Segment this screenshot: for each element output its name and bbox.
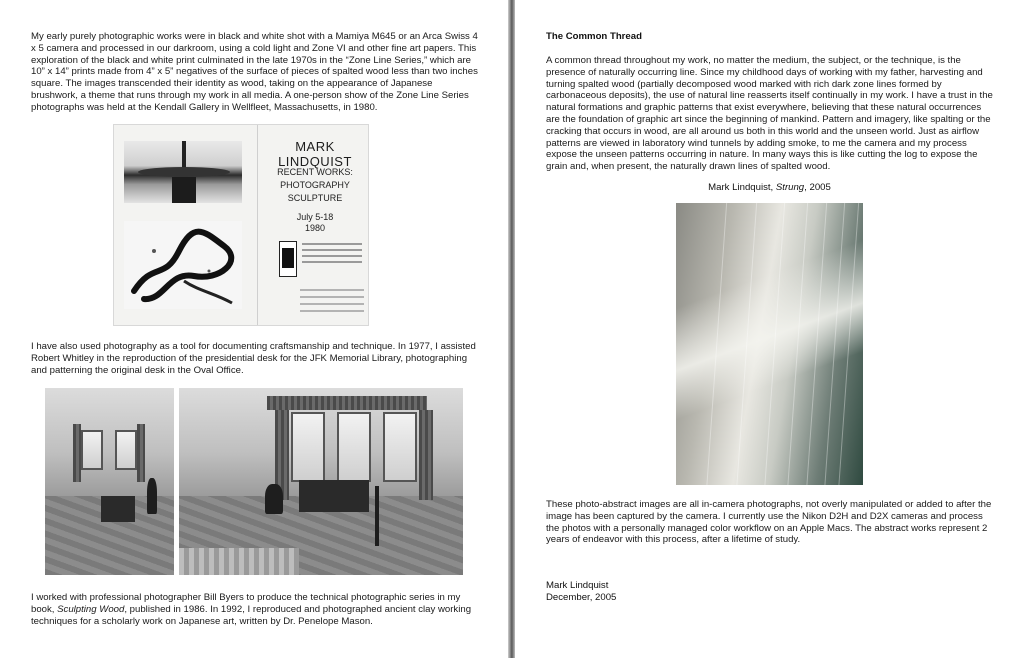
para3-text-a: I worked with professional photographer Bill Byers to produce the technical photographic series in my book, [31,592,461,615]
brochure-dates: July 5-18 [296,212,334,222]
brochure-address-lines [302,243,362,273]
brochure-sculpture-photo [124,141,242,203]
section-title: The Common Thread [546,31,642,42]
signature-block [546,580,616,604]
paragraph-zone-line-series: My early purely photographic works were in black and white shot with a Mamiya M645 or an Arca Swiss 4 x 5 camera and processed in our darkroom, using a cold light and Zone VI and other fine art papers. This exploration of the black and white print culminated in the late 1970s in the “Zone Line Series,” which are 10” x 14” prints made from 4” x 5” negatives of the surface of pieces of spalted wood less than two inches square. The images transcended their identity as wood, taking on the appearance of Japanese brushwork, a theme that runs through my work in all media. A one-person show of the Zone Line Series photographs was held at the Kendall Gallery in Wellfleet, Massachusetts, in 1980. [31,31,478,113]
brochure-artist-name: MARK LINDQUIST [278,139,352,169]
brochure-year: 1980 [304,223,326,233]
book-title-sculpting-wood: Sculpting Wood [57,603,125,615]
brochure-fold [257,125,258,325]
oval-office-photo-2 [179,388,463,575]
caption-title: Strung [775,182,805,193]
paragraph-common-thread: A common thread throughout my work, no matter the medium, the subject, or the technique, is the presence of naturally occurring line. Since my childhood days of working with my father, harvesting and turning spalted wood (partially decomposed wood marked with rich dark zone lines formed by carbonaceous deposits), the use of natural line reasserts itself continually in my work. I have a trust in the natural formations and graphic patterns that exist everywhere, believing that these natural occurrences are the foundation of graphic art since the beginning of mankind. Pattern and imagery, like spalting or the cracking that occurs in wood, are all around us both in this world and the unseen world. Just as airflow patterns are viewed in laboratory wind tunnels by adding smoke, to me the camera and my process expose the unseen patterns occurring in nature. In many ways this is like cutting the log to expose the grain and, when present, the naturally drawn lines of spalted wood. [546,55,993,173]
kendall-gallery-logo [279,241,297,277]
brochure-line-3: SCULPTURE [287,193,343,203]
paragraph-jfk-desk: I have also used photography as a tool for documenting craftsmanship and technique. In 1977, I assisted Robert Whitley in the reproduction of the presidential desk for the JFK Memorial Library, photographing and patterning the original desk in the Oval Office. [31,341,476,376]
brochure-line-2: PHOTOGRAPHY [280,180,350,190]
brochure-caption-lines [300,289,364,317]
oval-office-photo-1 [45,388,174,575]
caption-year: , 2005 [804,182,831,193]
exhibition-brochure-image [113,124,369,326]
caption-artist: Mark Lindquist, [708,182,776,193]
para3-text-b: , published in 1986. In 1992, I reproduced and photographed ancient clay working techniques for a scholarly work on Japanese art, written by Dr. Penelope Mason. [31,603,472,627]
brochure-line-1: RECENT WORKS: [277,167,353,177]
paragraph-bill-byers [31,592,479,627]
paragraph-photo-abstract: These photo-abstract images are all in-camera photographs, not overly manipulated or added to after the image has been captured by the camera. I currently use the Nikon D2H and D2X cameras and process the photos with a personally managed color workflow on an Apple Macs. The abstract works represent 2 years of endeavor with this process, after a lifetime of study. [546,499,992,546]
brochure-zone-line-photo [124,221,242,309]
signature-date: December, 2005 [546,592,617,603]
page-gutter [508,0,515,658]
image-caption [515,182,1024,193]
strung-abstract-photo [676,203,863,485]
signature-name: Mark Lindquist [546,580,609,591]
